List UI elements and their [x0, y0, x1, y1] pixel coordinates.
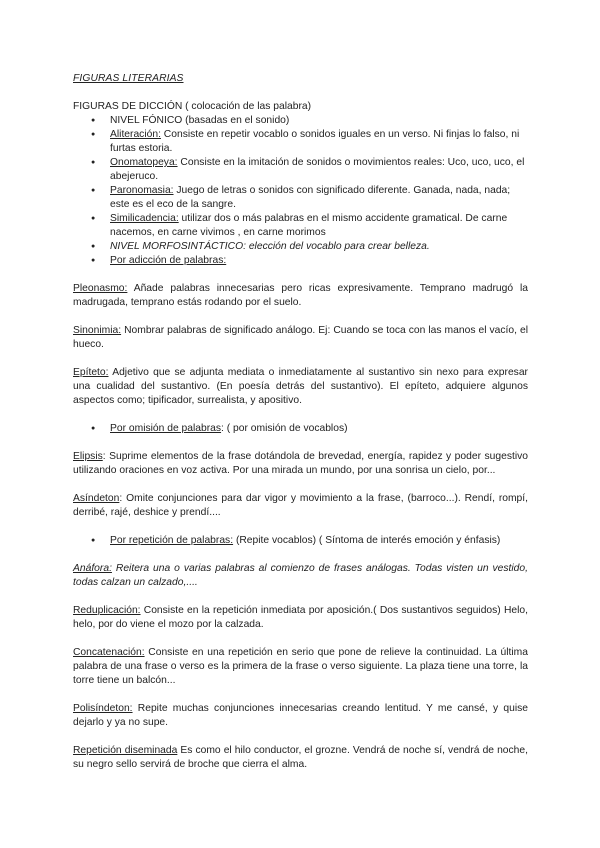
page-title: FIGURAS LITERARIAS — [73, 73, 184, 84]
reduplicacion-paragraph — [73, 604, 528, 632]
item-term: Aliteración: — [110, 129, 161, 140]
item-text: (Repite vocablos) ( Síntoma de interés emoción y énfasis) — [233, 535, 501, 546]
definition: Reitera una o varias palabras al comienzo de frases análogas. Todas visten un vestido, todas calzan un calzado,.... — [73, 563, 528, 588]
sinonimia-paragraph — [73, 324, 528, 352]
polisindeton-paragraph — [73, 702, 528, 730]
asindeton-paragraph — [73, 492, 528, 520]
diseminada-paragraph — [73, 744, 528, 772]
diccion-heading: FIGURAS DE DICCIÓN ( colocación de las palabra) — [73, 101, 312, 112]
repeticion-list — [73, 534, 528, 548]
term: Anáfora: — [73, 563, 112, 574]
omision-list — [73, 422, 528, 436]
definition: Es como el hilo conductor, el grozne. Vendrá de noche sí, vendrá de noche, su negro sello servirá de broche que cierra el alma. — [73, 745, 528, 770]
item-term: Por omisión de palabras — [110, 423, 222, 434]
list-item — [73, 422, 528, 436]
item-text: NIVEL MORFOSINTÁCTICO: elección del vocablo para crear belleza. — [110, 241, 430, 252]
term: Concatenación: — [73, 647, 145, 658]
definition: Repite muchas conjunciones innecesarias creando lentitud. Y me cansé, y quise dejarlo y ya no supe. — [73, 703, 528, 728]
item-term: Por repetición de palabras: — [110, 535, 234, 546]
term: Sinonimia: — [73, 325, 122, 336]
list-item — [73, 156, 528, 184]
item-text: Consiste en repetir vocablo o sonidos iguales en un verso. Ni finjas lo falso, ni furtas estoria. — [110, 129, 520, 154]
definition: Añade palabras innecesarias pero ricas expresivamente. Temprano madrugó la madrugada, temprano estás rodando por el suelo. — [73, 283, 528, 308]
list-item — [73, 212, 528, 240]
list-item — [73, 240, 528, 254]
item-text: utilizar dos o más palabras en el mismo accidente gramatical. De carne nacemos, en carne vivimos , en carne morimos — [110, 213, 508, 238]
list-item — [73, 114, 528, 128]
item-term: Similicadencia: — [110, 213, 179, 224]
term: Elipsis — [73, 451, 103, 462]
item-text: NIVEL FÓNICO (basadas en el sonido) — [110, 115, 290, 126]
term: Reduplicación: — [73, 605, 141, 616]
item-term: Por adicción de palabras: — [110, 255, 227, 266]
anafora-paragraph — [73, 562, 528, 590]
list-item — [73, 254, 528, 268]
item-term: Paronomasia: — [110, 185, 174, 196]
list-item — [73, 128, 528, 156]
item-text: Consiste en la imitación de sonidos o movimientos reales: Uco, uco, uco, el abejeruco. — [110, 157, 525, 182]
term: Epíteto: — [73, 367, 109, 378]
definition: Adjetivo que se adjunta mediata o inmediatamente al sustantivo sin nexo para expresar una cualidad del sustantivo. (En poesía detrás del sustantivo). El epíteto, adquiere algunos aspectos como; tipificador, surrealista, y apositivo. — [73, 367, 528, 406]
definition: Nombrar palabras de significado análogo. Ej: Cuando se toca con las manos el vacío, el hueco. — [73, 325, 528, 350]
diccion-list — [73, 114, 528, 268]
term: Pleonasmo: — [73, 283, 128, 294]
definition: Consiste en la repetición inmediata por aposición.( Dos sustantivos seguidos) Helo, helo, por do viene el mozo por la calzada. — [73, 605, 528, 630]
definition: : Suprime elementos de la frase dotándola de brevedad, energía, rapidez y poder sugestivo utilizando oraciones en voz activa. Por una mirada un mundo, por una sonrisa un cielo, por... — [73, 451, 528, 476]
item-text: : ( por omisión de vocablos) — [221, 423, 348, 434]
concatenacion-paragraph — [73, 646, 528, 688]
definition: Consiste en una repetición en serio que pone de relieve la continuidad. La última palabra de una frase o verso es la primera de la frase o verso siguiente. La plaza tiene una torre, la torre tiene un balcón... — [73, 647, 528, 686]
item-text: Juego de letras o sonidos con significado diferente. Ganada, nada, nada; este es el eco de la sangre. — [110, 185, 511, 210]
pleonasmo-paragraph — [73, 282, 528, 310]
elipsis-paragraph — [73, 450, 528, 478]
definition: : Omite conjunciones para dar vigor y movimiento a la frase, (barroco...). Rendí, rompí, derribé, rajé, deshice y prendí.... — [73, 493, 528, 518]
list-item — [73, 184, 528, 212]
term: Repetición diseminada — [73, 745, 178, 756]
term: Polisíndeton: — [73, 703, 133, 714]
term: Asíndeton — [73, 493, 120, 504]
item-term: Onomatopeya: — [110, 157, 178, 168]
epiteto-paragraph — [73, 366, 528, 408]
list-item — [73, 534, 528, 548]
